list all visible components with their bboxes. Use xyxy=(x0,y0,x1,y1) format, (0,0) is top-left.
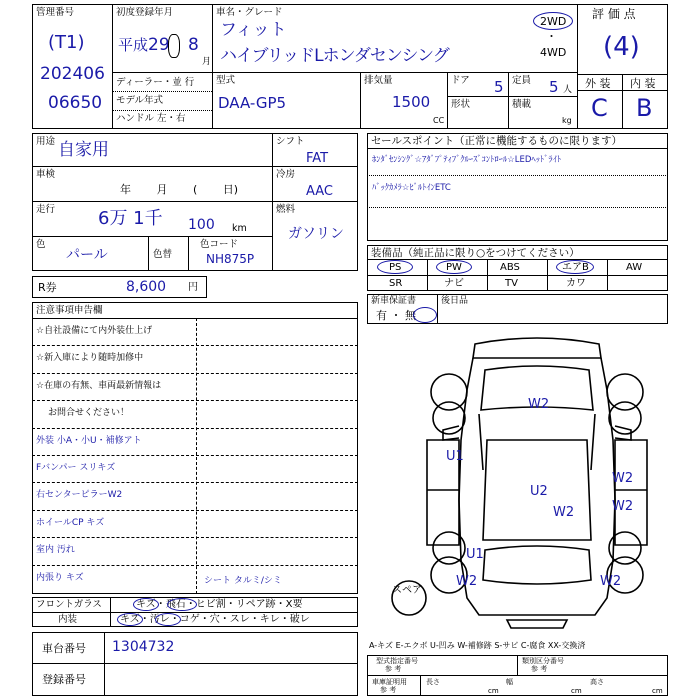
equip-ps: PS xyxy=(389,262,402,273)
notes-label: 注意事項申告欄 xyxy=(36,305,103,316)
circle-airb xyxy=(556,260,594,274)
shape-label: 形状 xyxy=(451,99,471,110)
sales-line2: ﾊﾞｯｸｶﾒﾗ☆ﾋﾞﾙﾄｲﾝETC xyxy=(372,183,451,193)
grade: ハイブリッドLホンダセンシング xyxy=(220,46,449,66)
capacity-unit: 人 xyxy=(563,85,573,95)
equip-tv: TV xyxy=(505,278,518,289)
displacement-value: 1500 xyxy=(392,93,431,111)
chassis-label: 車台番号 xyxy=(42,642,86,655)
kanri-t: (T1) xyxy=(48,32,85,53)
door-label: ドア xyxy=(451,75,470,86)
interior-label: 内装 xyxy=(58,614,78,625)
recycle-value: 8,600 xyxy=(126,279,167,295)
notes-rule xyxy=(32,510,358,511)
eval-label: 評 価 点 xyxy=(592,7,636,21)
fuel-label: 燃料 xyxy=(276,204,296,215)
notes-rule xyxy=(32,482,358,483)
cc-unit: CC xyxy=(433,116,445,125)
notes-line: ☆在庫の有無、車両最新情報は xyxy=(36,380,162,391)
handle-label: ハンドル 左・右 xyxy=(116,113,186,124)
shift-value: FAT xyxy=(306,151,329,166)
katashiki-label: 型式指定番号 xyxy=(376,657,418,665)
mark-w2-hood: W2 xyxy=(528,397,550,412)
notes-rule xyxy=(32,455,358,456)
mileage-label: 走行 xyxy=(36,204,56,215)
notes-line: 室内 汚れ xyxy=(36,545,75,556)
notes-rule xyxy=(32,373,358,374)
fuel-value: ガソリン xyxy=(288,226,344,242)
circle-pw xyxy=(436,260,472,274)
mileage-hundred: 100 xyxy=(188,217,215,233)
km-unit: km xyxy=(232,223,247,234)
equip-sr: SR xyxy=(389,278,403,289)
month: 8 xyxy=(188,35,199,55)
mark-u1-rear: U1 xyxy=(466,547,484,562)
warranty-label: 新車保証書 xyxy=(371,296,417,306)
equip-airb: エアB xyxy=(562,262,589,273)
drive-4wd: 4WD xyxy=(540,46,567,59)
era: 平成 xyxy=(118,36,149,54)
month-unit: 月 xyxy=(202,57,212,67)
shaken-label: 車検 xyxy=(36,169,56,180)
interior-value: B xyxy=(636,94,653,122)
use-label: 用途 xyxy=(36,136,56,147)
sales-line1: ﾎﾝﾀﾞｾﾝｼﾝｸﾞ☆ｱﾀﾞﾌﾟﾃｨﾌﾞｸﾙｰｽﾞｺﾝﾄﾛｰﾙ☆LEDﾍｯﾄﾞﾗｲﾄ xyxy=(372,155,562,165)
door-value: 5 xyxy=(494,78,504,96)
notes-line: お問合せください！ xyxy=(48,408,130,419)
shaken-format: 年 月 ( 日) xyxy=(120,183,239,196)
notes-line: 内張り キズ xyxy=(36,572,84,583)
kg-unit: kg xyxy=(562,116,572,125)
notes-rule xyxy=(32,428,358,429)
mark-w2-rear-right: W2 xyxy=(600,574,622,589)
interior-label: 内 装 xyxy=(630,77,656,90)
mark-w2-center: W2 xyxy=(553,505,575,520)
equip-aw: AW xyxy=(626,262,643,273)
mark-w2-right1: W2 xyxy=(612,471,634,486)
dealer-label: ディーラー・並 行 xyxy=(116,77,195,88)
notes-line: ホイールCP キズ xyxy=(36,517,105,528)
notes-rule xyxy=(32,345,358,346)
car-name: フィット xyxy=(220,20,287,40)
recycle-box xyxy=(32,276,207,298)
warranty-circle xyxy=(413,307,437,323)
color-code-label: 色コード xyxy=(200,239,239,250)
shodo-label: 初度登録年月 xyxy=(116,7,174,18)
mark-w2-right2: W2 xyxy=(612,499,634,514)
equip-pw: PW xyxy=(446,262,462,273)
eval-value: (4) xyxy=(603,32,640,62)
notes-line: ☆新入庫により随時加修中 xyxy=(36,353,144,364)
recycle-unit: 円 xyxy=(188,282,198,293)
mileage-value: 6万 1千 xyxy=(98,208,163,229)
circle-ps xyxy=(377,260,413,274)
shift-label: シフト xyxy=(276,136,305,147)
notes-right-note: シート タルミ/シミ xyxy=(204,576,282,586)
exterior-label: 外 装 xyxy=(585,77,611,90)
drive-dot: ・ xyxy=(546,30,557,43)
kanri-label: 管理番号 xyxy=(36,7,75,18)
circle-yogore xyxy=(155,613,181,626)
circle-kizu-glass xyxy=(133,598,159,611)
notes-line: Fバンパー スリキズ xyxy=(36,463,116,473)
capacity-label: 定員 xyxy=(512,75,532,86)
notes-line: ☆自社設備にて内外装仕上げ xyxy=(36,326,153,336)
circle-hiseki xyxy=(167,598,197,611)
notes-rule xyxy=(32,565,358,566)
ruibetsu-label: 類別区分番号 xyxy=(522,657,564,665)
takasa-label: 高さ xyxy=(590,678,604,686)
color-value: パール xyxy=(66,247,108,263)
legend: A-キズ E-エクボ U-凹み W-補修跡 S-サビ C-腐食 XX-交換済 xyxy=(369,641,586,650)
notes-line: 右センターピラーW2 xyxy=(36,490,123,501)
equip-navi: ナビ xyxy=(444,278,464,289)
color-code-value: NH875P xyxy=(206,252,255,266)
iro-gae-label: 色替 xyxy=(153,249,173,260)
ac-label: 冷房 xyxy=(276,169,296,180)
takasa-cm: cm xyxy=(652,687,663,695)
front-glass-value: キズ・飛石・ヒビ割・リペア跡・X要 xyxy=(136,599,303,610)
mark-u2-center: U2 xyxy=(530,484,548,499)
model-label: モデル年式 xyxy=(116,95,164,106)
ruibetsu-sanko: 参 考 xyxy=(531,665,548,673)
delivery-label: 後日品 xyxy=(441,296,469,306)
reg-label: 登録番号 xyxy=(42,673,86,686)
recycle-label: R券 xyxy=(38,281,57,294)
mark-u1-left: U1 xyxy=(446,449,464,464)
load-label: 積載 xyxy=(512,99,532,110)
warranty-value: 有 ・ 無 xyxy=(376,309,416,322)
mark-w2-rear-left: W2 xyxy=(456,574,478,589)
displacement-label: 排気量 xyxy=(364,75,393,86)
notes-rule xyxy=(32,537,358,538)
katashiki-sanko: 参 考 xyxy=(385,665,402,673)
equip-leather: カワ xyxy=(566,278,586,289)
year-circle xyxy=(168,34,180,58)
notes-line: 外装 小A・小U・補修アト xyxy=(36,435,142,446)
interior-value: キズ・汚レ・コゲ・穴・スレ・キレ・破レ xyxy=(120,614,310,625)
shamei-label: 車名・グレード xyxy=(216,7,283,18)
type-value: DAA-GP5 xyxy=(218,94,287,112)
haba-cm: cm xyxy=(571,687,582,695)
color-label: 色 xyxy=(36,239,46,250)
equip-abs: ABS xyxy=(500,262,520,273)
use-value: 自家用 xyxy=(58,140,109,160)
kanri-no2: 06650 xyxy=(48,93,103,113)
kanri-no1: 202406 xyxy=(40,64,105,84)
haba-label: 幅 xyxy=(506,678,513,686)
type-label: 型式 xyxy=(216,75,236,86)
shomei-sanko: 参 考 xyxy=(380,686,397,694)
shomei-label: 車庫証明用 xyxy=(372,678,407,686)
drive-2wd: 2WD xyxy=(540,15,567,28)
year: 29 xyxy=(148,35,170,55)
ac-value: AAC xyxy=(306,184,333,199)
front-glass-label: フロントガラス xyxy=(36,599,102,610)
circle-kizu-int xyxy=(117,613,143,626)
sales-label: セールスポイント（正常に機能するものに限ります） xyxy=(371,135,623,147)
notes-rule xyxy=(32,400,358,401)
capacity-value: 5 xyxy=(549,78,559,96)
exterior-value: C xyxy=(591,94,608,122)
spare-label: スペア xyxy=(392,585,422,596)
equipment-label: 装備品（純正品に限り○をつけてください） xyxy=(371,247,580,259)
nagasa-label: 長さ xyxy=(426,678,440,686)
chassis-value: 1304732 xyxy=(112,639,175,655)
nagasa-cm: cm xyxy=(488,687,499,695)
